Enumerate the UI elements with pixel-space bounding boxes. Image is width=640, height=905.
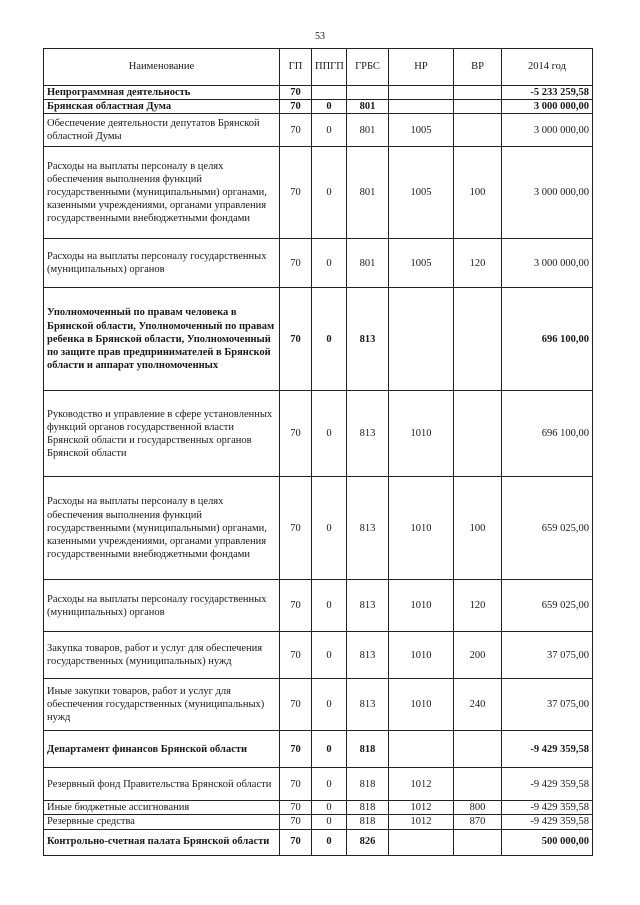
cell-ppgp: 0 <box>312 391 347 477</box>
table-row <box>44 391 593 477</box>
cell-nr <box>389 731 454 768</box>
cell-amount: -9 429 359,58 <box>502 731 593 768</box>
header-name: Наименование <box>44 49 280 86</box>
cell-vr: 120 <box>454 580 502 632</box>
cell-grbs: 818 <box>347 815 389 829</box>
table-row <box>44 815 593 829</box>
cell-gp: 70 <box>280 632 312 679</box>
header-amount: 2014 год <box>502 49 593 86</box>
cell-gp: 70 <box>280 114 312 147</box>
cell-amount: 3 000 000,00 <box>502 239 593 288</box>
table-row <box>44 632 593 679</box>
cell-vr: 870 <box>454 815 502 829</box>
cell-vr: 120 <box>454 239 502 288</box>
cell-name: Непрограммная деятельность <box>44 86 280 100</box>
cell-gp: 70 <box>280 239 312 288</box>
cell-nr: 1010 <box>389 632 454 679</box>
cell-amount: 500 000,00 <box>502 829 593 855</box>
table-row <box>44 829 593 855</box>
cell-nr <box>389 829 454 855</box>
cell-nr: 1005 <box>389 147 454 239</box>
cell-vr <box>454 829 502 855</box>
cell-ppgp: 0 <box>312 288 347 391</box>
cell-gp: 70 <box>280 100 312 114</box>
cell-gp: 70 <box>280 829 312 855</box>
cell-grbs: 813 <box>347 391 389 477</box>
cell-ppgp: 0 <box>312 632 347 679</box>
cell-vr: 200 <box>454 632 502 679</box>
cell-vr <box>454 288 502 391</box>
cell-amount: 3 000 000,00 <box>502 147 593 239</box>
cell-grbs: 801 <box>347 147 389 239</box>
cell-nr: 1012 <box>389 801 454 815</box>
cell-nr: 1005 <box>389 239 454 288</box>
cell-ppgp: 0 <box>312 815 347 829</box>
cell-amount: 37 075,00 <box>502 632 593 679</box>
cell-vr <box>454 86 502 100</box>
cell-name: Иные бюджетные ассигнования <box>44 801 280 815</box>
cell-ppgp: 0 <box>312 801 347 815</box>
cell-vr <box>454 114 502 147</box>
cell-grbs: 818 <box>347 768 389 801</box>
cell-gp: 70 <box>280 391 312 477</box>
cell-name: Расходы на выплаты персоналу в целях обеспечения выполнения функций государственными (муниципальными) органами, казенными учреждениями, органами управления государственными внебюджетными фондами <box>44 147 280 239</box>
cell-amount: -9 429 359,58 <box>502 768 593 801</box>
cell-amount: 3 000 000,00 <box>502 114 593 147</box>
cell-amount: -9 429 359,58 <box>502 815 593 829</box>
cell-vr <box>454 768 502 801</box>
cell-nr <box>389 288 454 391</box>
cell-ppgp: 0 <box>312 100 347 114</box>
table-row <box>44 114 593 147</box>
cell-nr: 1012 <box>389 815 454 829</box>
table-row <box>44 580 593 632</box>
cell-nr: 1010 <box>389 679 454 731</box>
cell-vr: 100 <box>454 147 502 239</box>
cell-nr: 1012 <box>389 768 454 801</box>
header-vr: ВР <box>454 49 502 86</box>
cell-vr: 100 <box>454 477 502 580</box>
header-ppgp: ППГП <box>312 49 347 86</box>
cell-name: Резервный фонд Правительства Брянской области <box>44 768 280 801</box>
cell-name: Расходы на выплаты персоналу государственных (муниципальных) органов <box>44 239 280 288</box>
cell-name: Контрольно-счетная палата Брянской области <box>44 829 280 855</box>
cell-gp: 70 <box>280 147 312 239</box>
budget-table <box>43 48 593 856</box>
cell-grbs: 813 <box>347 288 389 391</box>
cell-amount: 659 025,00 <box>502 580 593 632</box>
cell-vr <box>454 731 502 768</box>
cell-name: Департамент финансов Брянской области <box>44 731 280 768</box>
cell-grbs: 801 <box>347 114 389 147</box>
cell-gp: 70 <box>280 768 312 801</box>
cell-name: Уполномоченный по правам человека в Брянской области, Уполномоченный по правам ребенка в Брянской области, Уполномоченный по защите прав предпринимателей в Брянской области и аппарат уполномоченных <box>44 288 280 391</box>
cell-ppgp: 0 <box>312 580 347 632</box>
cell-ppgp: 0 <box>312 731 347 768</box>
table-row <box>44 147 593 239</box>
cell-ppgp: 0 <box>312 829 347 855</box>
cell-gp: 70 <box>280 477 312 580</box>
cell-nr <box>389 100 454 114</box>
cell-grbs: 818 <box>347 731 389 768</box>
cell-name: Обеспечение деятельности депутатов Брянской областной Думы <box>44 114 280 147</box>
cell-ppgp: 0 <box>312 114 347 147</box>
header-row <box>44 49 593 86</box>
cell-gp: 70 <box>280 679 312 731</box>
table-row <box>44 801 593 815</box>
cell-grbs: 801 <box>347 100 389 114</box>
cell-grbs: 801 <box>347 239 389 288</box>
cell-amount: -9 429 359,58 <box>502 801 593 815</box>
cell-gp: 70 <box>280 731 312 768</box>
table-row <box>44 100 593 114</box>
header-gp: ГП <box>280 49 312 86</box>
cell-name: Руководство и управление в сфере установленных функций органов государственной власти Брянской области и государственных органов Брянской области <box>44 391 280 477</box>
cell-nr <box>389 86 454 100</box>
cell-name: Расходы на выплаты персоналу государственных (муниципальных) органов <box>44 580 280 632</box>
cell-ppgp: 0 <box>312 679 347 731</box>
cell-gp: 70 <box>280 815 312 829</box>
cell-gp: 70 <box>280 580 312 632</box>
cell-amount: 659 025,00 <box>502 477 593 580</box>
cell-gp: 70 <box>280 288 312 391</box>
cell-nr: 1010 <box>389 477 454 580</box>
cell-ppgp: 0 <box>312 477 347 580</box>
cell-vr <box>454 100 502 114</box>
table-row <box>44 239 593 288</box>
cell-name: Расходы на выплаты персоналу в целях обеспечения выполнения функций государственными (муниципальными) органами, казенными учреждениями, органами управления государственными внебюджетными фондами <box>44 477 280 580</box>
cell-name: Иные закупки товаров, работ и услуг для обеспечения государственных (муниципальных) нужд <box>44 679 280 731</box>
cell-amount: 696 100,00 <box>502 391 593 477</box>
cell-grbs: 818 <box>347 801 389 815</box>
cell-vr <box>454 391 502 477</box>
table-row <box>44 86 593 100</box>
cell-amount: 37 075,00 <box>502 679 593 731</box>
cell-nr: 1010 <box>389 580 454 632</box>
cell-gp: 70 <box>280 86 312 100</box>
cell-ppgp: 0 <box>312 147 347 239</box>
header-grbs: ГРБС <box>347 49 389 86</box>
cell-name: Закупка товаров, работ и услуг для обеспечения государственных (муниципальных) нужд <box>44 632 280 679</box>
cell-name: Резервные средства <box>44 815 280 829</box>
table-row <box>44 288 593 391</box>
cell-grbs: 826 <box>347 829 389 855</box>
cell-grbs: 813 <box>347 580 389 632</box>
cell-amount: -5 233 259,58 <box>502 86 593 100</box>
cell-amount: 696 100,00 <box>502 288 593 391</box>
cell-vr: 240 <box>454 679 502 731</box>
cell-nr: 1010 <box>389 391 454 477</box>
cell-name: Брянская областная Дума <box>44 100 280 114</box>
cell-grbs: 813 <box>347 679 389 731</box>
cell-ppgp <box>312 86 347 100</box>
cell-ppgp: 0 <box>312 239 347 288</box>
cell-vr: 800 <box>454 801 502 815</box>
cell-grbs: 813 <box>347 632 389 679</box>
cell-gp: 70 <box>280 801 312 815</box>
table-row <box>44 768 593 801</box>
page-number: 53 <box>315 31 325 42</box>
cell-grbs: 813 <box>347 477 389 580</box>
table-row <box>44 731 593 768</box>
table-row <box>44 679 593 731</box>
cell-grbs <box>347 86 389 100</box>
cell-amount: 3 000 000,00 <box>502 100 593 114</box>
cell-ppgp: 0 <box>312 768 347 801</box>
header-nr: НР <box>389 49 454 86</box>
table-row <box>44 477 593 580</box>
cell-nr: 1005 <box>389 114 454 147</box>
